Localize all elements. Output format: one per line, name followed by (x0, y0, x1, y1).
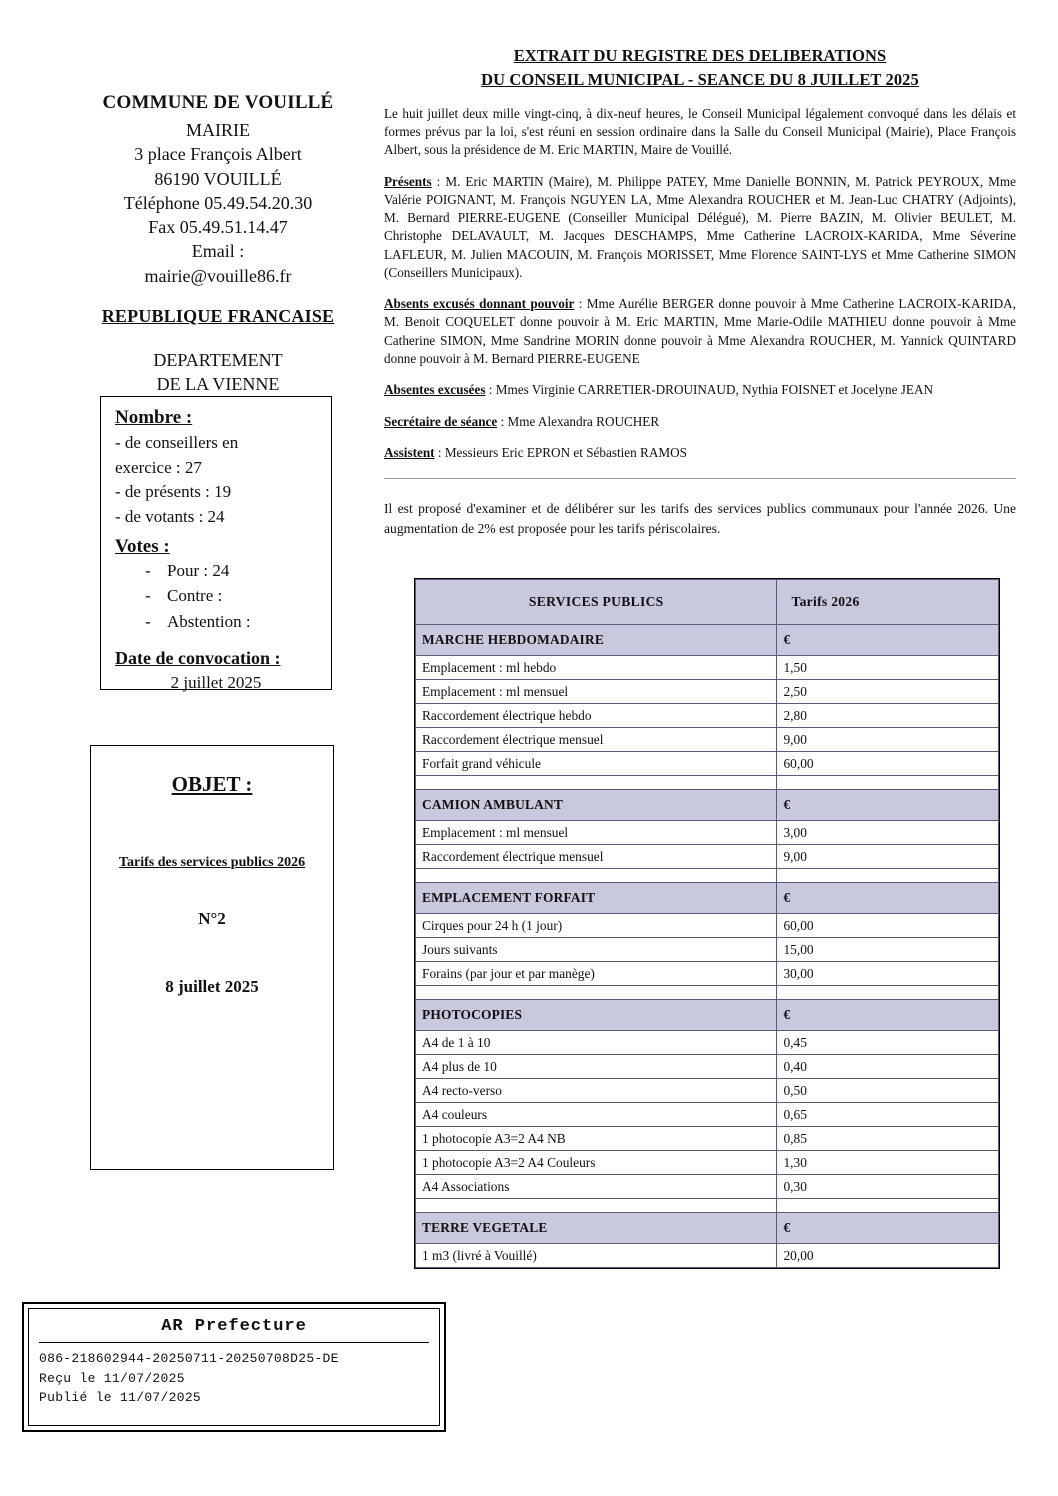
table-row (416, 656, 999, 680)
address-line-1: 3 place François Albert (134, 144, 302, 165)
commune-name: COMMUNE DE VOUILLÉ (102, 92, 334, 113)
cell-price: € (777, 1000, 999, 1031)
cell-price (777, 869, 999, 883)
cell-service: 1 photocopie A3=2 A4 NB (416, 1127, 777, 1151)
cell-service: A4 recto-verso (416, 1079, 777, 1103)
cell-service: CAMION AMBULANT (416, 790, 777, 821)
table-row (416, 752, 999, 776)
table-row (416, 1079, 999, 1103)
cell-service: Cirques pour 24 h (1 jour) (416, 914, 777, 938)
commune-header (88, 92, 348, 397)
table-row (416, 1055, 999, 1079)
ar-prefecture-title: AR Prefecture (161, 1317, 307, 1336)
table-row (416, 1127, 999, 1151)
vote-contre-row (115, 583, 317, 609)
cell-service (416, 776, 777, 790)
table-spacer-row (416, 1199, 999, 1213)
assistent-paragraph (384, 444, 1016, 462)
cell-price: 2,80 (777, 704, 999, 728)
cell-service: PHOTOCOPIES (416, 1000, 777, 1031)
table-section-row (416, 1213, 999, 1244)
table-row (416, 728, 999, 752)
table-header-row (416, 580, 999, 625)
bullet-dash-icon: - (145, 560, 151, 580)
phone-line: Téléphone 05.49.54.20.30 (123, 192, 313, 213)
table-section-row (416, 625, 999, 656)
tariff-table (415, 579, 999, 1268)
cell-service: Forfait grand véhicule (416, 752, 777, 776)
table-section-row (416, 790, 999, 821)
header-tarifs: Tarifs 2026 (777, 580, 999, 625)
objet-date: 8 juillet 2025 (165, 977, 259, 996)
cell-service: Emplacement : ml mensuel (416, 680, 777, 704)
cell-price: 20,00 (777, 1244, 999, 1268)
conseillers-line: - de conseillers en (115, 433, 239, 452)
table-spacer-row (416, 869, 999, 883)
cell-service: Emplacement : ml mensuel (416, 821, 777, 845)
table-row (416, 1151, 999, 1175)
cell-service: A4 plus de 10 (416, 1055, 777, 1079)
cell-price: 0,85 (777, 1127, 999, 1151)
table-row (416, 1175, 999, 1199)
cell-price: 0,45 (777, 1031, 999, 1055)
cell-service: Emplacement : ml hebdo (416, 656, 777, 680)
document-title-line-2: DU CONSEIL MUNICIPAL - SEANCE DU 8 JUILLET 2025 (481, 69, 919, 89)
objet-title: OBJET : (171, 772, 253, 796)
nombre-title: Nombre : (115, 407, 193, 428)
cell-service: Forains (par jour et par manège) (416, 962, 777, 986)
secretaire-label: Secrétaire de séance (384, 413, 498, 429)
intro-paragraph: Le huit juillet deux mille vingt-cinq, à dix-neuf heures, le Conseil Municipal légalement convoqué dans les délais et formes prévus par la loi, s'est réuni en session ordinaire dans la Salle du Conseil Municipal (Mairie), Place François Albert, sous la présidence de M. Eric MARTIN, Maire de Vouillé. (384, 105, 1016, 158)
cell-service: Jours suivants (416, 938, 777, 962)
vote-abstention-row (115, 609, 317, 635)
cell-service: A4 de 1 à 10 (416, 1031, 777, 1055)
exercice-line: exercice : 27 (115, 457, 202, 477)
table-row (416, 821, 999, 845)
address-line-2: 86190 VOUILLÉ (154, 168, 282, 189)
cell-price: 0,50 (777, 1079, 999, 1103)
absents-text: : Mme Aurélie BERGER donne pouvoir à Mme Catherine LACROIX-KARIDA, M. Benoit COQUELET donne pouvoir à M. Eric MARTIN, Mme Marie-Odile MATHIEU donne pouvoir à Mme Catherine SIMON, Mme Sandrine MORIN donne pouvoir à Mme Alexandra ROUCHER, M. Yannick QUINTARD donne pouvoir à M. Bernard PIERRE-EUGENE (384, 296, 1016, 366)
proposal-paragraph: Il est proposé d'examiner et de délibérer sur les tarifs des services publics communaux pour l'année 2026. Une augmentation de 2% est proposée pour les tarifs périscolaires. (384, 501, 1016, 536)
votants-line: - de votants : 24 (115, 506, 225, 526)
deliberation-body (384, 44, 1016, 552)
objet-box (90, 745, 334, 1170)
assistent-label: Assistent (384, 445, 435, 461)
cell-price: € (777, 1213, 999, 1244)
cell-service: EMPLACEMENT FORFAIT (416, 883, 777, 914)
ar-prefecture-reference: 086-218602944-20250711-20250708D25-DE (39, 1351, 339, 1366)
absents-paragraph (384, 295, 1016, 368)
departement-line-1: DEPARTEMENT (153, 350, 283, 371)
presents-line: - de présents : 19 (115, 482, 232, 502)
fax-line: Fax 05.49.51.14.47 (148, 217, 288, 238)
table-row (416, 938, 999, 962)
nombre-votes-box (100, 396, 332, 693)
table-row (416, 680, 999, 704)
cell-service: Raccordement électrique hebdo (416, 704, 777, 728)
bullet-dash-icon: - (145, 586, 151, 606)
absentes-paragraph (384, 381, 1016, 399)
presents-text: : M. Eric MARTIN (Maire), M. Philippe PATEY, Mme Danielle BONNIN, M. Patrick PEYROUX, Mme Valérie POIGNANT, M. François NGUYEN LA, Mme Alexandra ROUCHER et M. Jean-Luc CHATRY (Adjoints), M. Bernard PIERRE-EUGENE (Conseiller Municipal Délégué), M. Pierre BAZIN, M. Olivier BEULET, M. Christophe DELAVAULT, M. Jacques DESCHAMPS, Mme Catherine LACROIX-KARIDA, Mme Séverine LAFLEUR, M. Julien MACOUIN, M. François MORISSET, Mme Florence SAINT-LYS et Mme Catherine SIMON (Conseillers Municipaux). (384, 173, 1016, 280)
table-spacer-row (416, 986, 999, 1000)
cell-price (777, 1199, 999, 1213)
table-section-row (416, 1000, 999, 1031)
email-label: Email : (191, 241, 245, 262)
vote-pour-row (115, 558, 317, 584)
cell-price: 2,50 (777, 680, 999, 704)
vote-contre-label: Contre : (167, 586, 223, 606)
presents-label: Présents (384, 173, 432, 189)
table-row (416, 1031, 999, 1055)
cell-service (416, 986, 777, 1000)
cell-price: 1,50 (777, 656, 999, 680)
cell-price: 0,40 (777, 1055, 999, 1079)
document-title (384, 44, 1016, 92)
ar-prefecture-separator (39, 1342, 429, 1343)
ar-prefecture-inner (28, 1308, 440, 1426)
tariff-table-container (414, 578, 1000, 1269)
table-row (416, 1244, 999, 1268)
table-section-row (416, 883, 999, 914)
document-title-line-1: EXTRAIT DU REGISTRE DES DELIBERATIONS (513, 46, 887, 65)
cell-price: 3,00 (777, 821, 999, 845)
ar-prefecture-publie: Publié le 11/07/2025 (39, 1390, 202, 1405)
ar-prefecture-stamp (22, 1302, 446, 1432)
cell-price: 1,30 (777, 1151, 999, 1175)
absentes-text: : Mmes Virginie CARRETIER-DROUINAUD, Nythia FOISNET et Jocelyne JEAN (485, 382, 934, 398)
cell-service: A4 couleurs (416, 1103, 777, 1127)
cell-price: 9,00 (777, 845, 999, 869)
table-row (416, 914, 999, 938)
departement-line-2: DE LA VIENNE (156, 374, 280, 395)
absentes-label: Absentes excusées (384, 382, 486, 398)
assistent-text: : Messieurs Eric EPRON et Sébastien RAMOS (434, 445, 687, 461)
cell-price: 0,65 (777, 1103, 999, 1127)
table-row (416, 962, 999, 986)
header-services: SERVICES PUBLICS (416, 580, 777, 625)
cell-service (416, 1199, 777, 1213)
vote-pour-label: Pour : 24 (167, 560, 230, 580)
cell-service: Raccordement électrique mensuel (416, 728, 777, 752)
absents-label: Absents excusés donnant pouvoir (384, 296, 575, 312)
cell-service (416, 869, 777, 883)
cell-service: 1 photocopie A3=2 A4 Couleurs (416, 1151, 777, 1175)
cell-price: 60,00 (777, 914, 999, 938)
cell-price: 60,00 (777, 752, 999, 776)
mairie-label: MAIRIE (186, 120, 250, 140)
cell-price: 30,00 (777, 962, 999, 986)
cell-service: A4 Associations (416, 1175, 777, 1199)
cell-price: € (777, 883, 999, 914)
secretaire-text: : Mme Alexandra ROUCHER (497, 413, 660, 429)
objet-subject: Tarifs des services publics 2026 (118, 855, 306, 870)
republique-francaise: REPUBLIQUE FRANCAISE (101, 306, 335, 327)
section-divider (384, 478, 1016, 479)
cell-service: TERRE VEGETALE (416, 1213, 777, 1244)
table-row (416, 1103, 999, 1127)
cell-price: € (777, 625, 999, 656)
table-row (416, 704, 999, 728)
convocation-title: Date de convocation : (115, 648, 281, 669)
cell-service: Raccordement électrique mensuel (416, 845, 777, 869)
cell-price: 15,00 (777, 938, 999, 962)
presents-paragraph (384, 173, 1016, 282)
cell-service: 1 m3 (livré à Vouillé) (416, 1244, 777, 1268)
tariff-table-body (416, 580, 999, 1268)
cell-price (777, 986, 999, 1000)
objet-number: N°2 (198, 909, 226, 928)
cell-price: 0,30 (777, 1175, 999, 1199)
ar-prefecture-recu: Reçu le 11/07/2025 (39, 1370, 185, 1386)
cell-price: 9,00 (777, 728, 999, 752)
cell-service: MARCHE HEBDOMADAIRE (416, 625, 777, 656)
bullet-dash-icon: - (145, 611, 151, 631)
vote-abstention-label: Abstention : (167, 611, 251, 631)
cell-price: € (777, 790, 999, 821)
votes-title: Votes : (115, 535, 170, 557)
cell-price (777, 776, 999, 790)
table-row (416, 845, 999, 869)
convocation-date: 2 juillet 2025 (170, 673, 262, 693)
table-spacer-row (416, 776, 999, 790)
secretaire-paragraph (384, 413, 1016, 431)
email-address: mairie@vouille86.fr (144, 265, 292, 286)
